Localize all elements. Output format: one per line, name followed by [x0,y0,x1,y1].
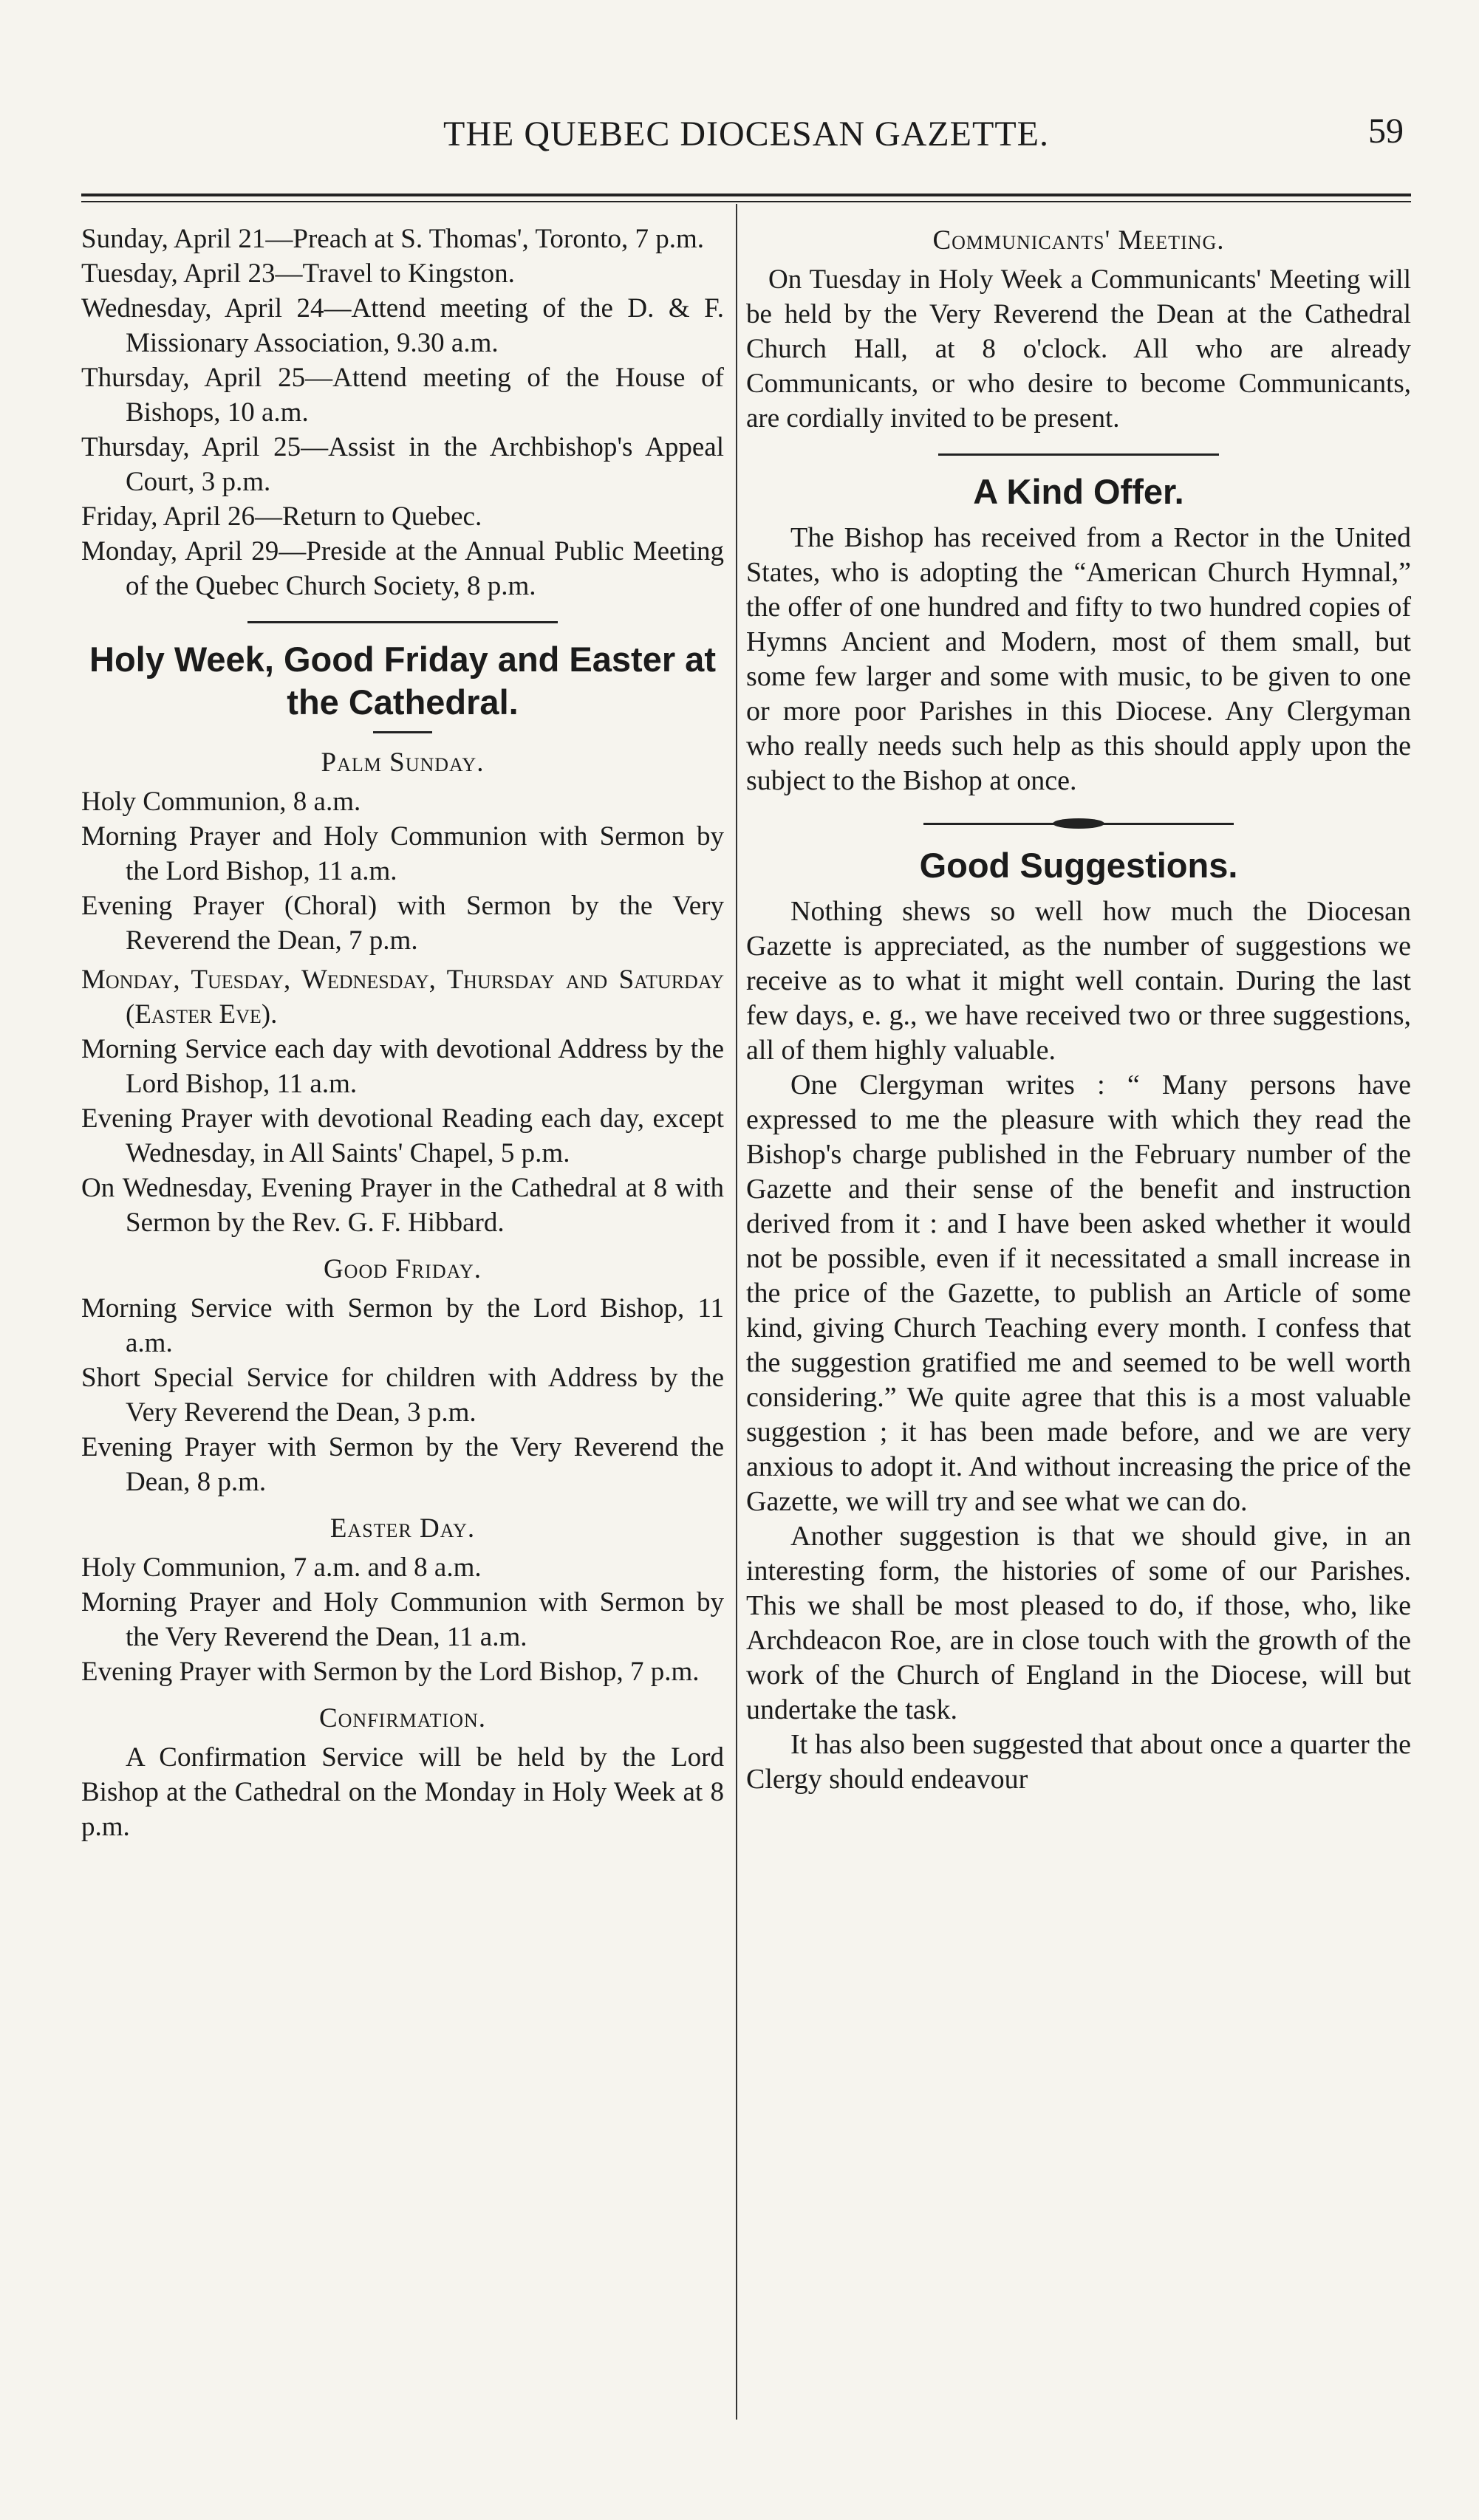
service-item: Evening Prayer with devotional Reading each day, except Wednesday, in All Saints' Chapel, 5 p.m. [81,1103,724,1168]
communicants-text: On Tuesday in Holy Week a Communicants' Meeting will be held by the Very Reverend the Dean at the Cathedral Church Hall, at 8 o'clock. All who are already Communicants, or who desire to become Communicants, are cordially invited to be present. [746,264,1411,434]
small-rule [373,731,432,733]
schedule-item: Monday, April 29—Preside at the Annual Public Meeting of the Quebec Church Society, 8 p.m. [81,536,724,601]
suggestions-paragraph: Nothing shews so well how much the Diocesan Gazette is appreciated, as the number of suggestions we receive as to what it might well contain. During the last few days, e. g., we have received two or three suggestions, all of them highly valuable. [746,896,1411,1066]
schedule-item: Wednesday, April 24—Attend meeting of the D. & F. Missionary Association, 9.30 a.m. [81,293,724,358]
service-item: Evening Prayer with Sermon by the Very Reverend the Dean, 8 p.m. [81,1432,724,1497]
ornament-rule [923,818,1234,829]
schedule-item: Tuesday, April 23—Travel to Kingston. [81,258,515,289]
header-rule [81,194,1411,196]
schedule-item: Thursday, April 25—Assist in the Archbishop's Appeal Court, 3 p.m. [81,432,724,497]
kind-offer-heading: A Kind Offer. [973,472,1184,511]
page-header [89,111,1404,170]
service-item: Morning Service with Sermon by the Lord Bishop, 11 a.m. [81,1293,724,1358]
right-column [746,222,1411,1797]
ornament-dot [1053,818,1104,829]
service-item: Holy Communion, 8 a.m. [81,787,361,817]
suggestions-heading: Good Suggestions. [919,846,1238,885]
holy-week-heading: Holy Week, Good Friday and Easter at the Cathedral. [89,640,716,722]
schedule-item: Sunday, April 21—Preach at S. Thomas', Toronto, 7 p.m. [81,224,705,254]
section-rule [247,621,558,623]
confirmation-heading: Confirmation. [318,1703,487,1733]
page-number: 59 [1368,112,1404,151]
service-item: Morning Prayer and Holy Communion with Sermon by the Lord Bishop, 11 a.m. [81,821,724,886]
service-item: Evening Prayer (Choral) with Sermon by the Very Reverend the Dean, 7 p.m. [81,891,724,956]
gazette-title: THE QUEBEC DIOCESAN GAZETTE. [443,114,1049,154]
service-item: Short Special Service for children with Address by the Very Reverend the Dean, 3 p.m. [81,1363,724,1428]
communicants-heading: Communicants' Meeting. [932,225,1225,256]
service-item: Morning Prayer and Holy Communion with Sermon by the Very Reverend the Dean, 11 a.m. [81,1587,724,1652]
service-item: Holy Communion, 7 a.m. and 8 a.m. [81,1552,482,1583]
suggestions-paragraph: It has also been suggested that about once a quarter the Clergy should endeavour [746,1729,1411,1795]
weekdays-heading: Monday, Tuesday, Wednesday, Thursday and Saturday (Easter Eve). [81,965,724,1030]
palm-sunday-heading: Palm Sunday. [321,747,485,778]
left-column [81,222,724,1844]
schedule-item: Friday, April 26—Return to Quebec. [81,501,482,532]
service-item: Morning Service each day with devotional Address by the Lord Bishop, 11 a.m. [81,1034,724,1099]
column-divider [736,204,737,2420]
good-friday-heading: Good Friday. [323,1254,482,1284]
service-item: On Wednesday, Evening Prayer in the Cathedral at 8 with Sermon by the Rev. G. F. Hibbard. [81,1173,724,1238]
easter-day-heading: Easter Day. [329,1513,476,1544]
service-item: Evening Prayer with Sermon by the Lord Bishop, 7 p.m. [81,1657,700,1687]
confirmation-text: A Confirmation Service will be held by the Lord Bishop at the Cathedral on the Monday in Holy Week at 8 p.m. [81,1742,724,1842]
kind-offer-text: The Bishop has received from a Rector in the United States, who is adopting the “American Church Hymnal,” the offer of one hundred and fifty to two hundred copies of Hymns Ancient and Modern, most of them small, but some few larger and some with music, to be given to one or more poor Parishes in this Diocese. Any Clergyman who really needs such help as this should apply upon the subject to the Bishop at once. [746,522,1411,796]
section-rule [938,453,1219,456]
schedule-item: Thursday, April 25—Attend meeting of the House of Bishops, 10 a.m. [81,363,724,428]
suggestions-paragraph: One Clergyman writes : “ Many persons have expressed to me the pleasure with which they read the Bishop's charge published in the February number of the Gazette and their sense of the benefit and instruction derived from it : and I have been asked whether it would not be possible, even if it necessitated a small increase in the price of the Gazette, to publish an Article of some kind, giving Church Teaching every month. I confess that the suggestion gratified me and seemed to be well worth considering.” We quite agree that this is a most valuable suggestion ; it has been made before, and we are very anxious to adopt it. And without increasing the price of the Gazette, we will try and see what we can do. [746,1069,1411,1517]
header-rule-thin [81,201,1411,202]
suggestions-paragraph: Another suggestion is that we should give, in an interesting form, the histories of some of our Parishes. This we shall be most pleased to do, if those, who, like Archdeacon Roe, are in close touch with the growth of the work of the Church of England in the Diocese, will but undertake the task. [746,1521,1411,1725]
